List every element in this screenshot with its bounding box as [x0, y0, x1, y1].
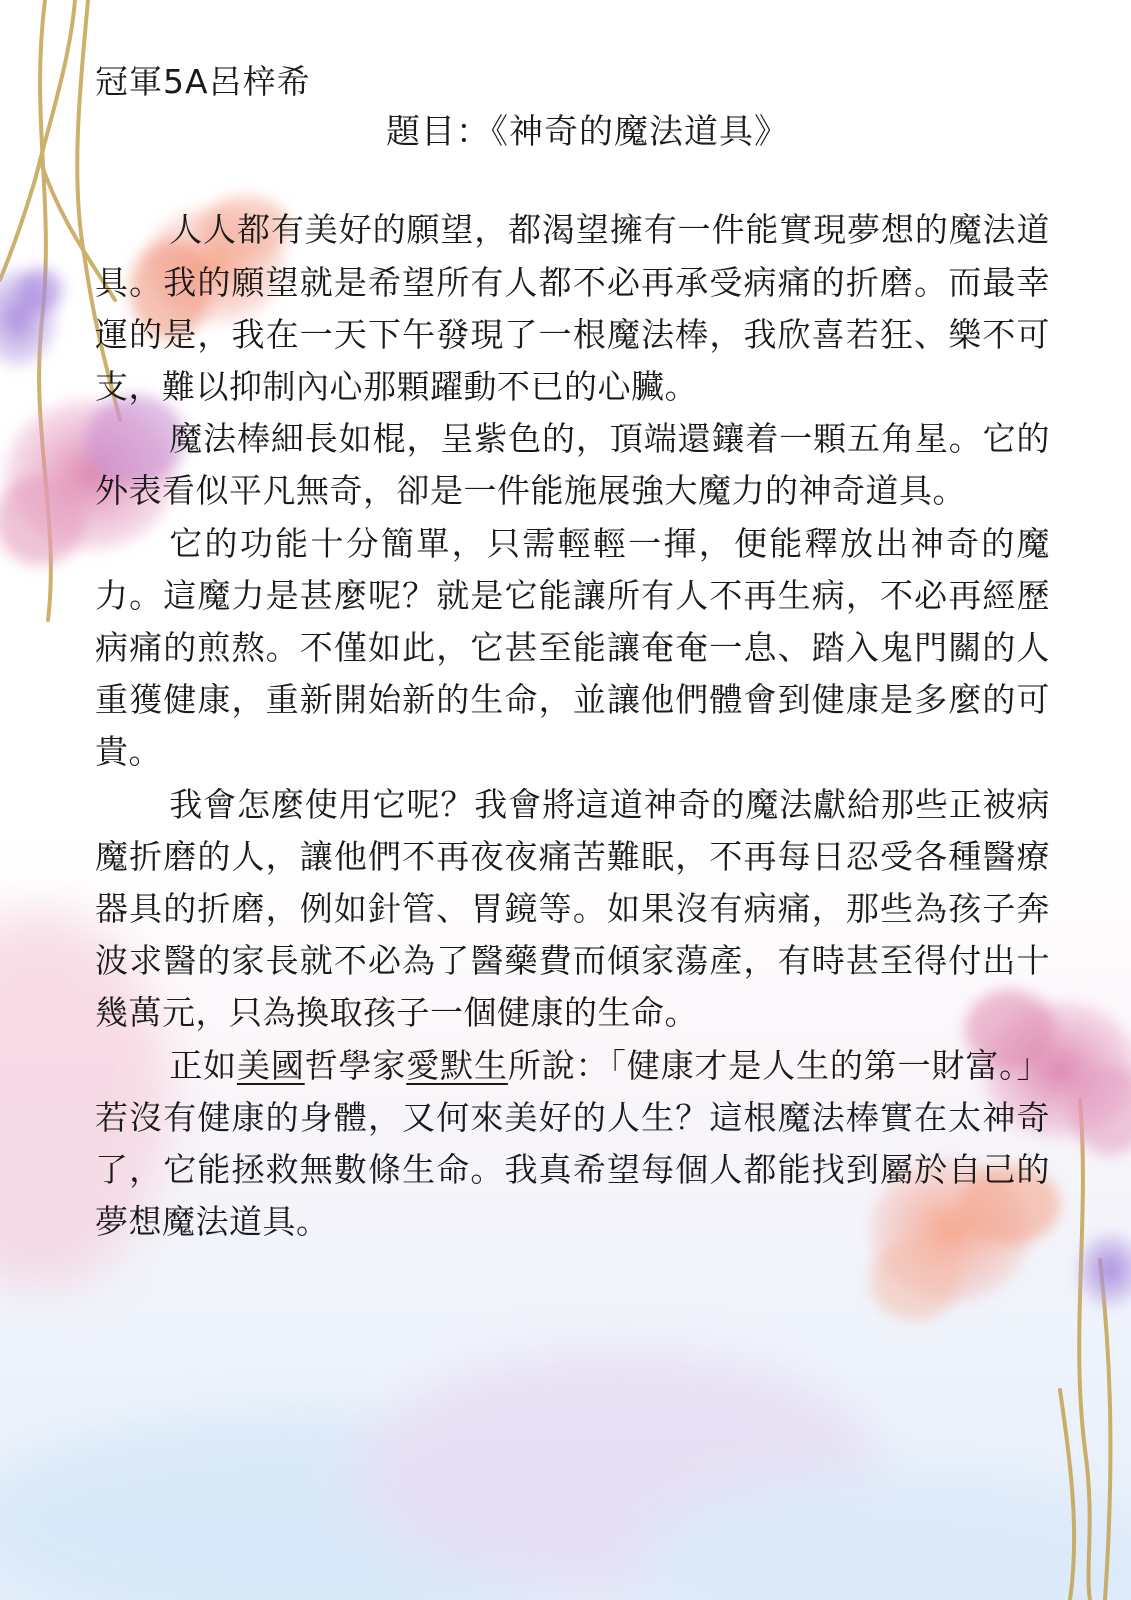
- paragraph-3: 它的功能十分簡單，只需輕輕一揮，便能釋放出神奇的魔力。這魔力是甚麼呢？就是它能讓所有人不再生病，不必再經歷病痛的煎熬。不僅如此，它甚至能讓奄奄一息、踏入鬼門關的人重獲健康，重新開始新的生命，並讓他們體會到健康是多麼的可貴。: [95, 523, 1050, 772]
- purple-flower-left: [0, 268, 62, 366]
- person-name: 愛默生: [406, 1045, 508, 1085]
- essay-title: 題目：《神奇的魔法道具》: [386, 111, 789, 152]
- country-name: 美國: [236, 1045, 305, 1085]
- paragraph-5-role: 哲學家: [304, 1045, 407, 1085]
- paragraph-2: 魔法棒細長如棍，呈紫色的，頂端還鑲着一顆五角星。它的外表看似平凡無奇，卻是一件能施展強大魔力的神奇道具。: [95, 419, 1050, 511]
- essay-content: [95, 62, 1050, 1248]
- essay-body: [95, 204, 1050, 1248]
- paragraph-1: 人人都有美好的願望，都渴望擁有一件能實現夢想的魔法道具。我的願望就是希望所有人都不必再承受病痛的折磨。而最幸運的是，我在一天下午發現了一根魔法棒，我欣喜若狂、樂不可支，難以抑制內心那顆躍動不已的心臟。: [95, 210, 1050, 406]
- paragraph-5-intro: 正如: [169, 1045, 237, 1085]
- author-label: 冠軍5A呂梓希: [95, 62, 311, 101]
- paragraph-5: [95, 1040, 1050, 1249]
- purple-flower-right: [1078, 1234, 1131, 1306]
- paragraph-4: 我會怎麼使用它呢？我會將這道神奇的魔法獻給那些正被病魔折磨的人，讓他們不再夜夜痛苦難眠，不再每日忍受各種醫療器具的折磨，例如針管、胃鏡等。如果沒有病痛，那些為孩子奔波求醫的家長就不必為了醫藥費而傾家蕩產，有時甚至得付出十幾萬元，只為換取孩子一個健康的生命。: [95, 784, 1050, 1033]
- paragraph-5-rest: 所說：「健康才是人生的第一財富。」若沒有健康的身體，又何來美好的人生？這根魔法棒實在太神奇了，它能拯救無數條生命。我真希望每個人都能找到屬於自己的夢想魔法道具。: [95, 1045, 1051, 1242]
